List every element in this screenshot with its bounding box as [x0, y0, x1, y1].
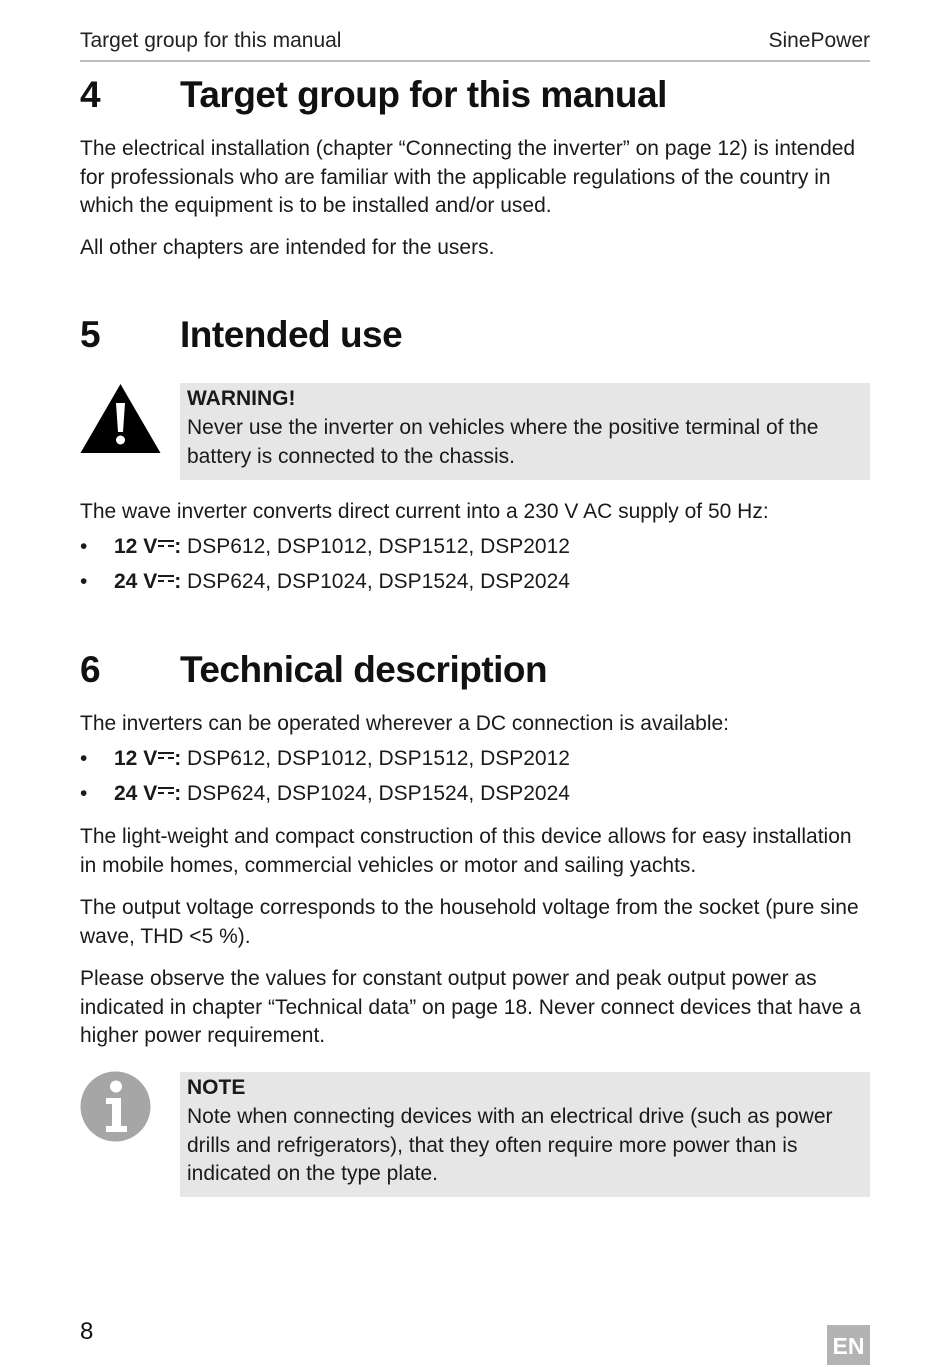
warning-triangle-icon [80, 383, 161, 454]
output-voltage-paragraph: The output voltage corresponds to the household voltage from the socket (pure sine wave, THD <5 %). [80, 896, 859, 948]
bullet-dot: • [80, 747, 88, 770]
model-list: DSP624, DSP1024, DSP1524, DSP2024 [187, 782, 570, 805]
intended-use-intro: The wave inverter converts direct current into a 230 V AC supply of 50 Hz: [80, 500, 769, 523]
section-title: Intended use [180, 314, 403, 355]
power-values-paragraph: Please observe the values for constant output power and peak output power as indicated in chapter “Technical data” on page 18. Never connect devices that have a higher power requirement. [80, 967, 861, 1047]
voltage-label: 24 V [114, 570, 158, 593]
warning-box [180, 383, 870, 480]
separator: : [174, 535, 182, 558]
separator: : [174, 570, 182, 593]
dc-symbol-icon [158, 752, 174, 762]
model-list: DSP624, DSP1024, DSP1524, DSP2024 [187, 570, 570, 593]
section-number: 4 [80, 74, 101, 115]
bullet-dot: • [80, 535, 88, 558]
note-box [180, 1072, 870, 1197]
language-tab: EN [827, 1325, 870, 1365]
dc-symbol-icon [158, 575, 174, 585]
model-list: DSP612, DSP1012, DSP1512, DSP2012 [187, 747, 570, 770]
note-text: Note when connecting devices with an electrical drive (such as power drills and refrigerators), that they often require more power than is indicated on the type plate. [187, 1105, 833, 1185]
target-group-paragraph: The electrical installation (chapter “Connecting the inverter” on page 12) is intended for professionals who are familiar with the applicable regulations of the country in which the equipment is to be installed and/or used. [80, 137, 856, 217]
voltage-label: 12 V [114, 747, 158, 770]
running-header [80, 28, 870, 62]
note-label: NOTE [187, 1076, 246, 1099]
model-list: DSP612, DSP1012, DSP1512, DSP2012 [187, 535, 570, 558]
info-icon [80, 1071, 151, 1142]
voltage-label: 12 V [114, 535, 158, 558]
warning-text: Never use the inverter on vehicles where the positive terminal of the battery is connected to the chassis. [187, 416, 819, 468]
separator: : [174, 747, 182, 770]
other-chapters-paragraph: All other chapters are intended for the users. [80, 236, 495, 259]
separator: : [174, 782, 182, 805]
manual-page [80, 0, 870, 1365]
page-number: 8 [80, 1318, 94, 1345]
warning-label: WARNING! [187, 387, 296, 410]
technical-intro: The inverters can be operated wherever a DC connection is available: [80, 712, 730, 735]
header-product-name: SinePower [768, 29, 870, 52]
section-title: Target group for this manual [180, 74, 667, 115]
bullet-dot: • [80, 782, 88, 805]
dc-symbol-icon [158, 787, 174, 797]
construction-paragraph: The light-weight and compact construction of this device allows for easy installation in mobile homes, commercial vehicles or motor and sailing yachts. [80, 825, 852, 877]
dc-symbol-icon [158, 540, 174, 550]
bullet-dot: • [80, 570, 88, 593]
section-title: Technical description [180, 649, 548, 690]
header-chapter-title: Target group for this manual [80, 29, 342, 52]
section-number: 5 [80, 314, 101, 355]
section-number: 6 [80, 649, 101, 690]
voltage-label: 24 V [114, 782, 158, 805]
